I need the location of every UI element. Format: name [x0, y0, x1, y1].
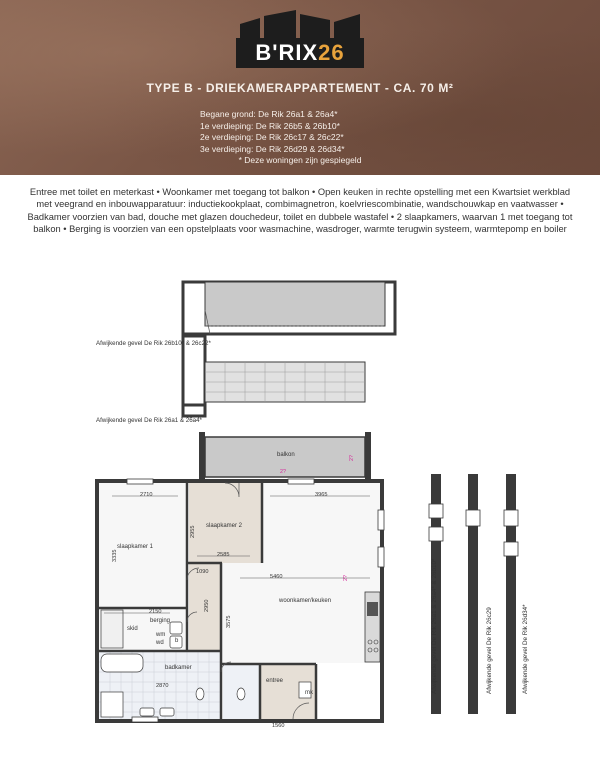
alt-facade-right-note-2: Afwijkende gevel De Rik 26c29: [486, 607, 493, 694]
brix-logo: [236, 10, 364, 68]
floor-hall: [189, 563, 220, 663]
dim-5460: 5460: [270, 574, 283, 580]
floor-list: [200, 109, 430, 167]
alt-facade-mid-note: Afwijkende gevel De Rik 26a1 & 26a4*: [96, 417, 202, 424]
room-woonkamer-keuken: woonkamer/keuken: [279, 598, 332, 604]
logo-wordmark: B'RIX26: [236, 38, 364, 68]
dim-1090: 1090: [196, 569, 209, 575]
dim-2955: 2955: [190, 525, 196, 538]
room-balkon: balkon: [277, 452, 295, 458]
floor-line-1: 1e verdieping: De Rik 26b5 & 26b10*: [200, 120, 340, 131]
dim-1560: 1560: [272, 723, 285, 729]
height-mark-3: 2?: [343, 575, 349, 581]
dim-3965: 3965: [315, 492, 328, 498]
dim-2870: 2870: [156, 683, 169, 689]
room-entree: entree: [266, 678, 284, 684]
floor-line-3: 3e verdieping: De Rik 26d29 & 26d34*: [200, 143, 345, 154]
floor-plan-drawing: [0, 262, 600, 767]
label-wd: wd: [156, 640, 164, 646]
height-mark-2: 2?: [349, 455, 355, 461]
label-b: b: [175, 638, 179, 644]
alt-facade-top-note: Afwijkende gevel De Rik 26b10* & 26c22*: [96, 340, 211, 347]
mirrored-note: * Deze woningen zijn gespiegeld: [238, 155, 362, 166]
floor-line-2: 2e verdieping: De Rik 26c17 & 26c22*: [200, 132, 344, 143]
room-slaapkamer-1: slaapkamer 1: [117, 544, 154, 550]
dim-2950: 2950: [204, 599, 210, 612]
room-skid: skid: [127, 626, 138, 632]
alt-facade-right-note-3: Afwijkende gevel De Rik 26d34*: [522, 604, 529, 694]
alt-facade-mid: [183, 362, 365, 405]
dim-2710: 2710: [140, 492, 153, 498]
room-slaapkamer-2: slaapkamer 2: [206, 523, 243, 529]
dim-3335: 3335: [112, 549, 118, 562]
label-wm: wm: [156, 632, 166, 638]
floor-plan: [0, 262, 600, 767]
apartment-description: Entree met toilet en meterkast • Woonkamer met toegang tot balkon • Open keuken in rechte opstelling met een Kwartsiet werkblad met veegrand en inbouwapparatuur: inductiekookplaat, combimagnetron, koelvriescombinatie, wandschouwkap en vaatwasser • Badkamer voorzien van bad, douche met glazen douchedeur, toilet en dubbele wastafel • 2 slaapkamers, waarvan 1 met toegang tot balkon • Berging is voorzien van een opstelplaats voor wasmachine, wasdroger, warmte terugwin systeem, warmtepomp en boiler: [27, 187, 573, 235]
room-berging: berging: [150, 618, 171, 624]
dim-2585: 2585: [217, 552, 230, 558]
kitchen-counter: [365, 592, 380, 662]
balcony: [199, 432, 371, 484]
label-mk: mk: [305, 690, 313, 696]
room-badkamer: badkamer: [165, 665, 192, 671]
alt-facade-right: [429, 474, 518, 714]
apartment-type-title: TYPE B - DRIEKAMERAPPARTEMENT - CA. 70 M²: [146, 81, 454, 95]
header-banner: [0, 0, 600, 175]
dim-3575: 3575: [226, 615, 232, 628]
floor-line-0: Begane grond: De Rik 26a1 & 26a4*: [200, 109, 338, 119]
dim-2150: 2150: [149, 609, 162, 615]
height-mark-1: 2?: [280, 469, 286, 475]
alt-facade-right-note-1: Afwijkende gevel De Rik 26a1 & 26a4* & 26b10*: [431, 558, 438, 694]
